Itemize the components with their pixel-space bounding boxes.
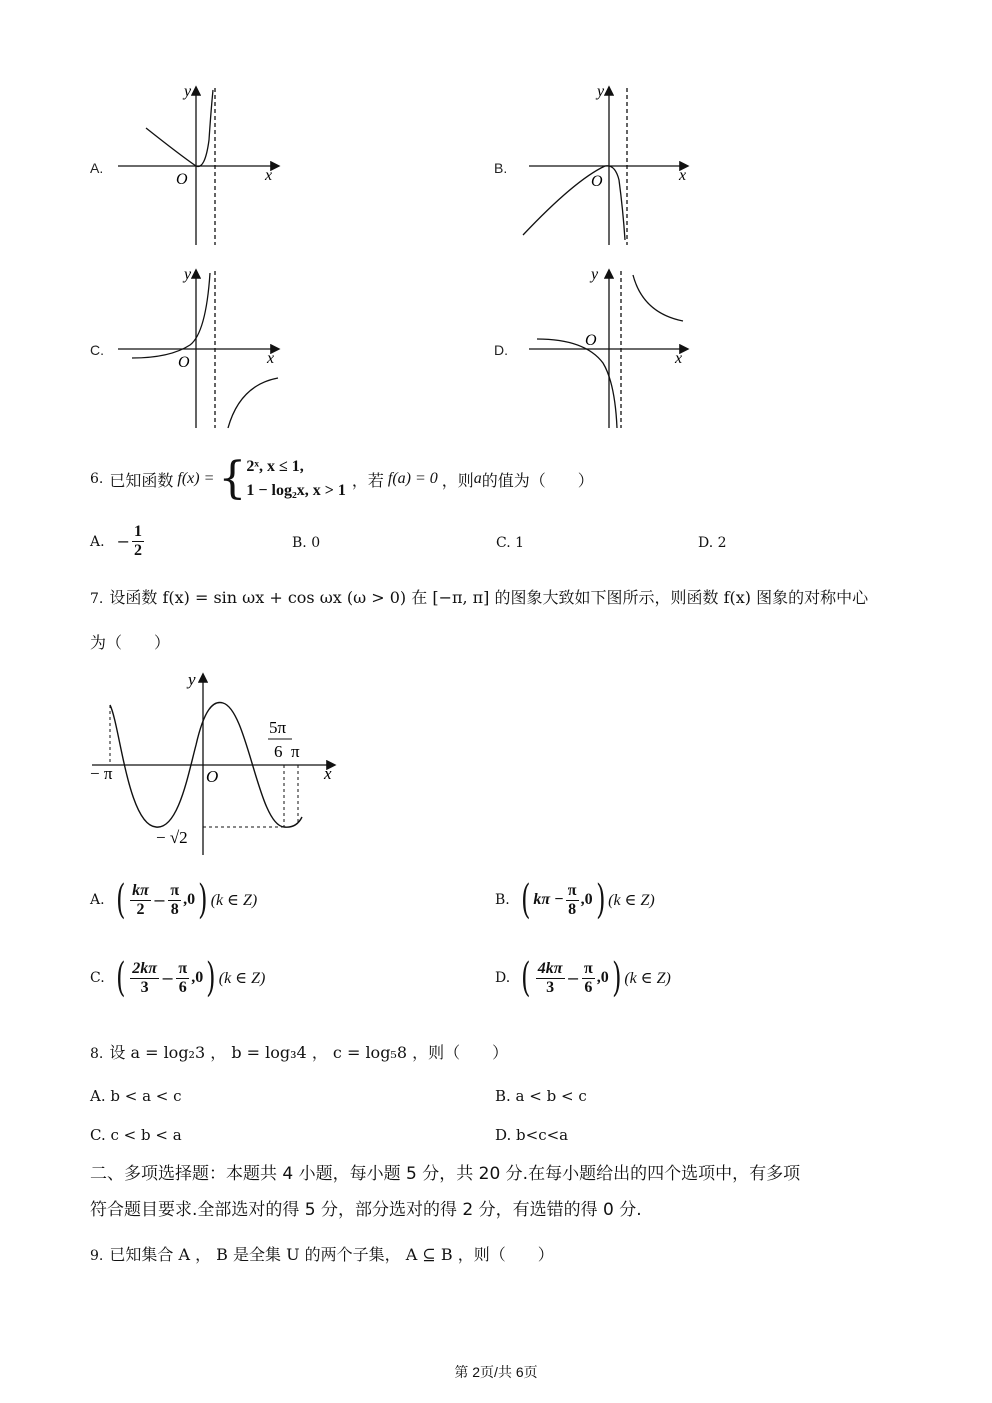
q6-piece1: 2ˣ, x ≤ 1,: [246, 458, 304, 475]
svg-text:x: x: [679, 167, 687, 184]
q6-option-a-fraction: $\frac{1}{2}$: [133, 523, 142, 559]
q7-neg-root2: − √2: [156, 828, 188, 847]
q8-option-d[interactable]: D. b<c<a: [495, 1126, 569, 1144]
q8-text: 设 a = log₂3 ， b = log₃4 ， c = log₅8 ，则（ ）: [109, 1043, 509, 1062]
graph-a-label: A.: [90, 160, 104, 176]
x-axis-label: x: [265, 167, 273, 184]
q6-tail: ，则: [441, 470, 474, 490]
q7-option-c[interactable]: C. ( $\frac{2k\pi}{3}$ − $\frac{\pi}{6}$ ,0 ) (k ∈ Z): [90, 955, 266, 1001]
y-axis-label: y: [184, 83, 192, 100]
graph-c-label: C.: [90, 342, 104, 358]
q6-fx: f(x) =: [177, 470, 215, 487]
section-2-line2: 符合题目要求.全部选对的得 5 分，部分选对的得 2 分，有选错的得 0 分.: [90, 1200, 642, 1220]
q6-fa: f(a) = 0: [387, 470, 438, 487]
q7-neg-pi: − π: [90, 764, 113, 783]
svg-text:O: O: [585, 332, 597, 349]
graph-d: [515, 263, 695, 433]
section-2-line1: 二、多项选择题：本题共 4 小题，每小题 5 分，共 20 分.在每小题给出的四个选项中，有多项: [90, 1164, 801, 1184]
q6-option-c[interactable]: C. 1: [496, 535, 525, 551]
svg-text:y: y: [597, 83, 605, 100]
graph-a: [110, 80, 290, 250]
svg-text:O: O: [591, 173, 603, 190]
q6-tail2: 的值为（ ）: [481, 470, 594, 490]
q6-a: a: [473, 470, 482, 487]
q6-number: 6.: [90, 471, 104, 487]
question-9: 9. 已知集合 A ， B 是全集 U 的两个子集， A ⊆ B ，则（ ）: [90, 1245, 554, 1264]
q7-line2: 为（ ）: [90, 633, 171, 652]
q7-y-label: y: [188, 670, 196, 689]
svg-text:y: y: [184, 266, 192, 283]
q6-option-d[interactable]: D. 2: [698, 535, 727, 551]
q7-graph: [88, 665, 348, 860]
graph-d-label: D.: [494, 342, 508, 358]
question-6: 6. 已知函数 f(x) = { 2ˣ, x ≤ 1, 1 − log₂x, x > 1 ，若 f(a) = 0 ，则 a 的值为（ ）: [90, 453, 594, 504]
q7-option-d[interactable]: D. ( $\frac{4k\pi}{3}$ − $\frac{\pi}{6}$ ,0 ) (k ∈ Z): [495, 955, 671, 1001]
svg-text:O: O: [178, 354, 190, 371]
q8-option-a[interactable]: A. b < a < c: [90, 1087, 182, 1105]
graph-b: [515, 80, 695, 250]
svg-text:y: y: [591, 266, 599, 283]
svg-text:x: x: [675, 350, 683, 367]
origin-label: O: [176, 171, 188, 188]
question-7: 7. 设函数 f(x) = sin ωx + cos ωx (ω > 0) 在 [−π, π] 的图象大致如下图所示，则函数 f(x) 图象的对称中心: [90, 588, 869, 607]
q9-text: 已知集合 A ， B 是全集 U 的两个子集， A ⊆ B ，则（ ）: [109, 1245, 554, 1264]
q8-option-b[interactable]: B. a < b < c: [495, 1087, 587, 1105]
graph-c: [110, 263, 290, 433]
q7-option-a[interactable]: A. ( $\frac{k\pi}{2}$ − $\frac{\pi}{8}$ ,0 ) (k ∈ Z): [90, 877, 258, 923]
section-2-instructions: [90, 1156, 910, 1228]
q8-option-c[interactable]: C. c < b < a: [90, 1126, 182, 1144]
q7-x-label: x: [324, 764, 332, 783]
q6-lead: 已知函数: [109, 470, 174, 490]
q7-five-pi-num: 5π: [269, 718, 287, 737]
svg-text:x: x: [267, 350, 275, 367]
q6-option-b[interactable]: B. 0: [292, 535, 321, 551]
question-8: 8. 设 a = log₂3 ， b = log₃4 ， c = log₅8 ，则（ ）: [90, 1043, 509, 1062]
q7-line1: 设函数 f(x) = sin ωx + cos ωx (ω > 0) 在 [−π, π] 的图象大致如下图所示，则函数 f(x) 图象的对称中心: [109, 588, 869, 607]
graph-b-label: B.: [494, 160, 508, 176]
q7-origin-label: O: [206, 767, 219, 786]
q6-piece2: 1 − log₂x, x > 1: [246, 482, 346, 499]
q7-option-b[interactable]: B. ( kπ − $\frac{\pi}{8}$ ,0 ) (k ∈ Z): [495, 877, 655, 923]
q7-pi: π: [291, 742, 300, 761]
page-footer: 第 2页/共 6页: [454, 1364, 538, 1380]
q6-cond: ，若: [351, 470, 384, 490]
q7-five-pi-den: 6: [274, 742, 283, 761]
q6-option-a[interactable]: A. − $\frac{1}{2}$: [90, 523, 142, 559]
